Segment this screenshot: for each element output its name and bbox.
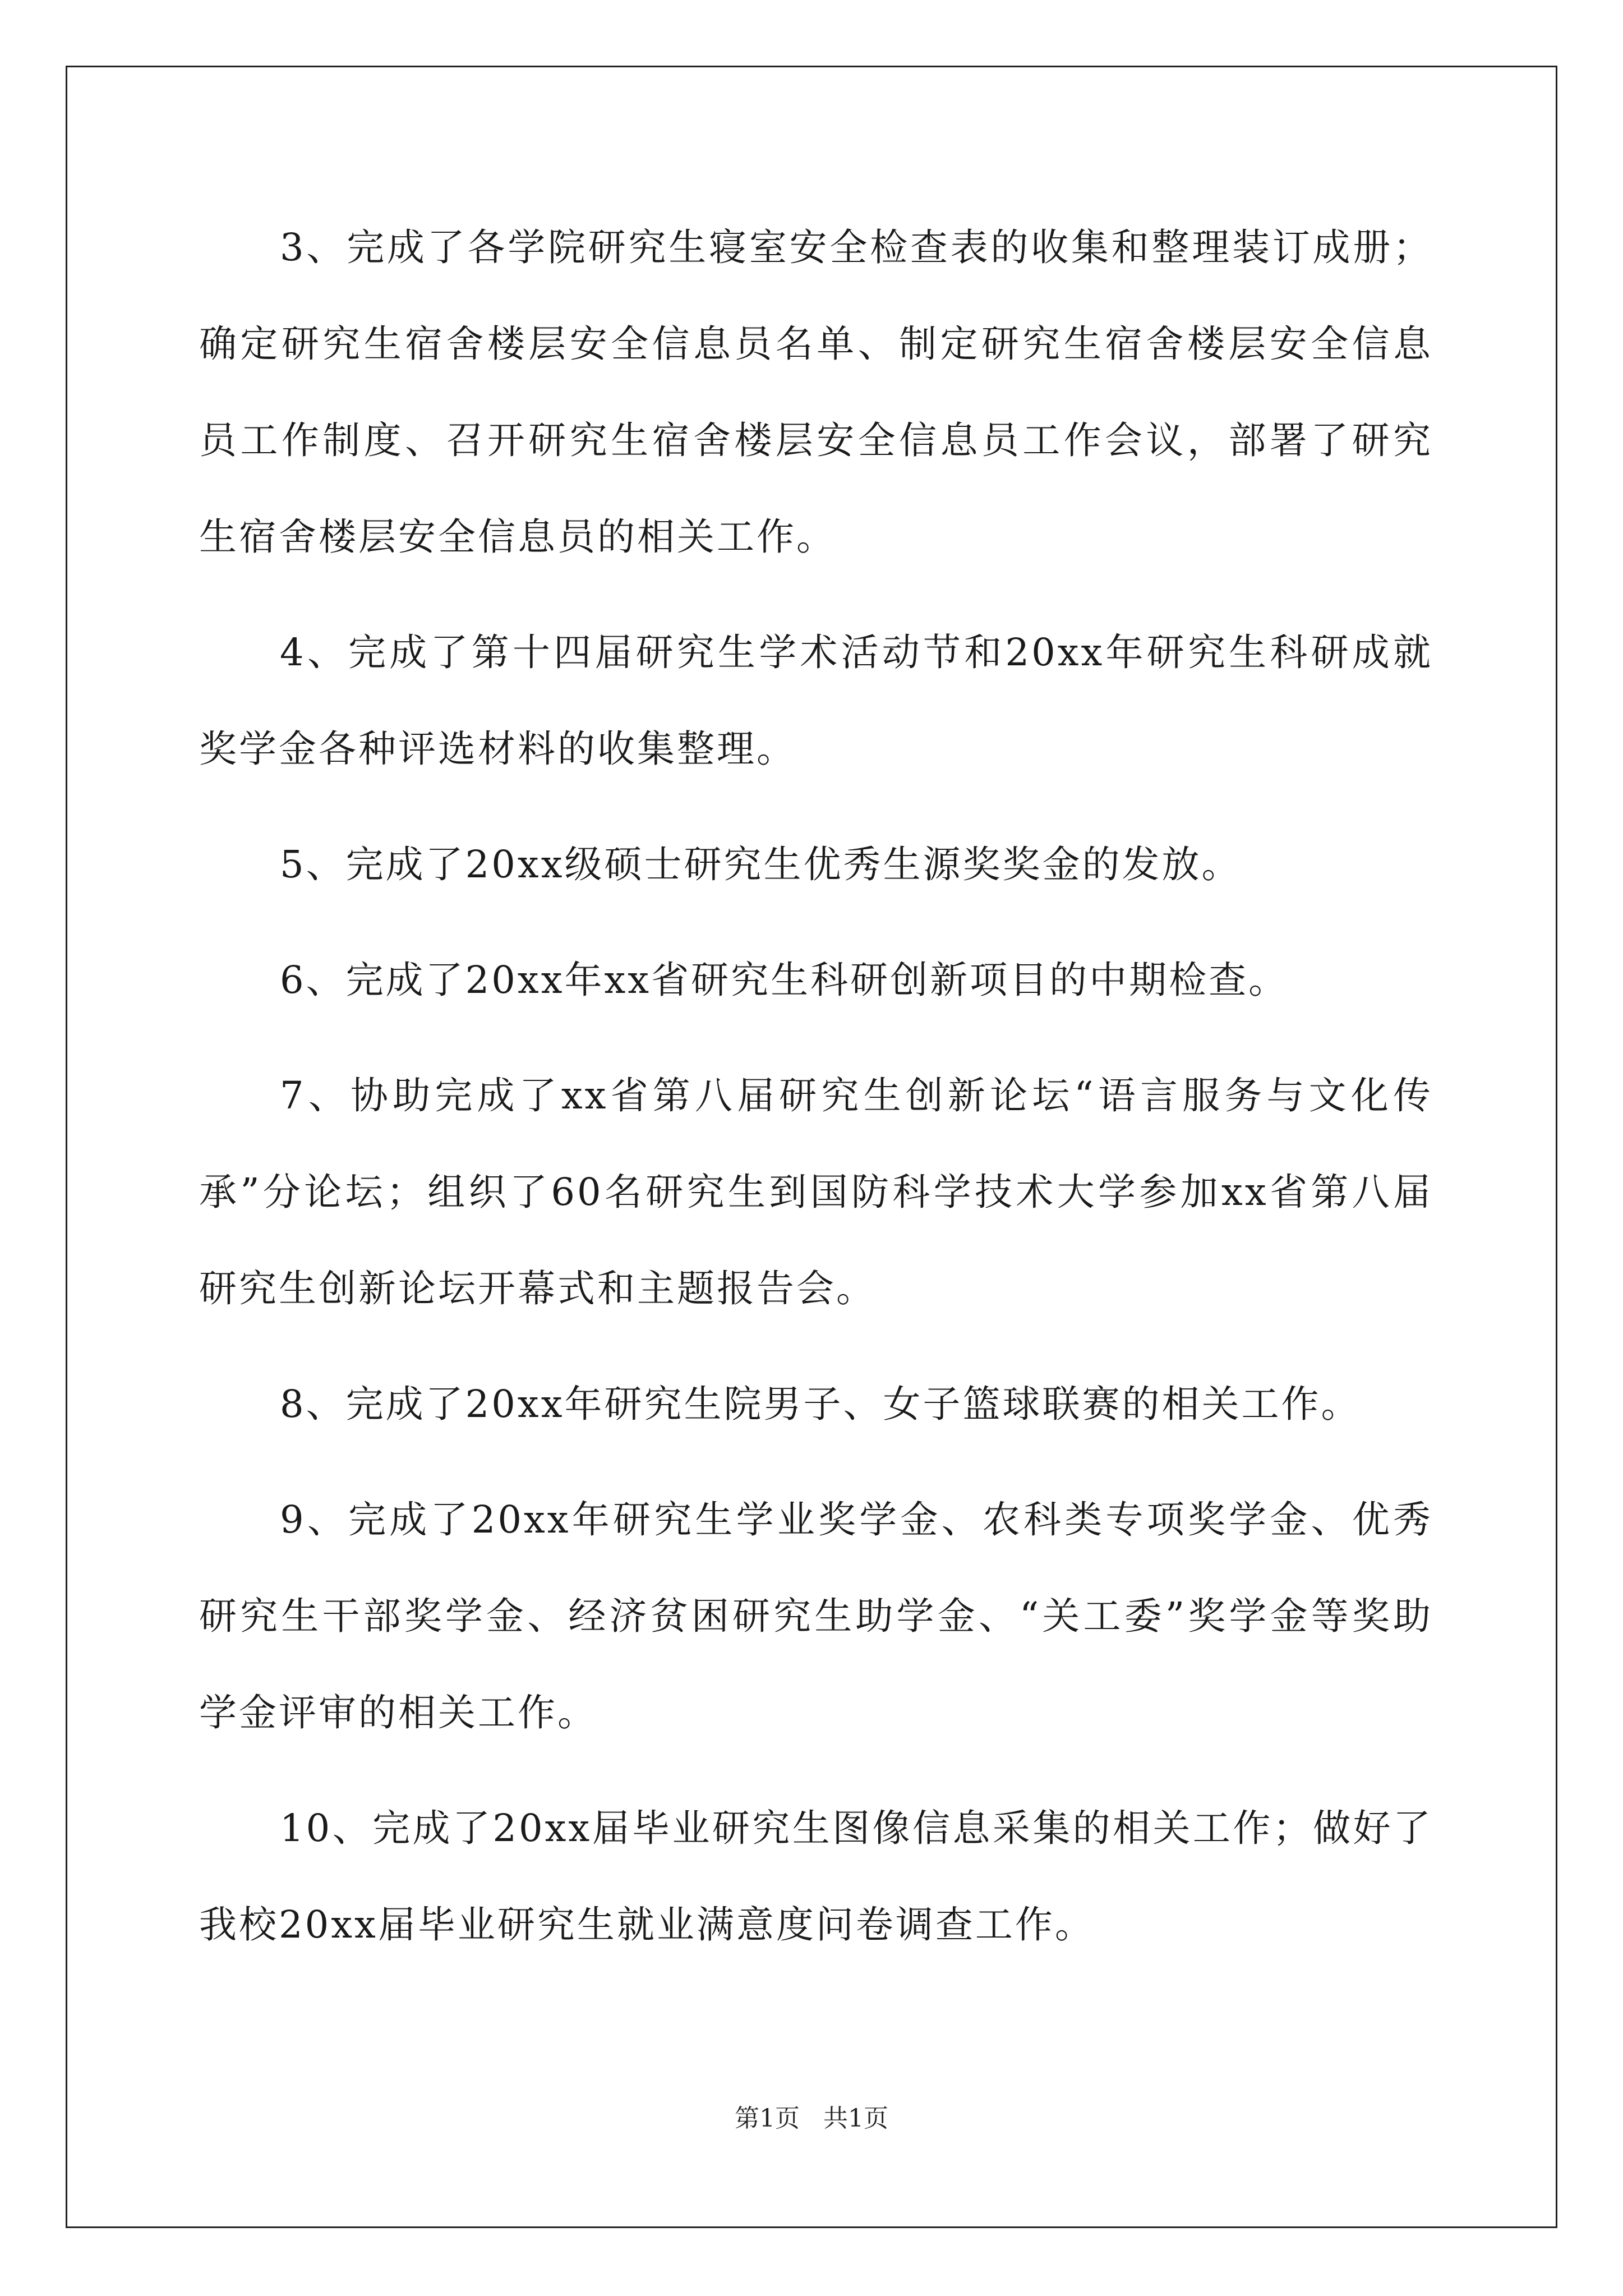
- paragraph-7: 7、协助完成了xx省第八届研究生创新论坛“语言服务与文化传承”分论坛；组织了60名研究生到国防科学技术大学参加xx省第八届研究生创新论坛开幕式和主题报告会。: [199, 1074, 1433, 1310]
- page-number: 第1页: [735, 2104, 800, 2133]
- document-body: [199, 199, 1433, 1992]
- paragraph-9: 9、完成了20xx年研究生学业奖学金、农科类专项奖学金、优秀研究生干部奖学金、经济贫困研究生助学金、“关工委”奖学金等奖助学金评审的相关工作。: [199, 1498, 1433, 1734]
- footer-spacer: [800, 2104, 823, 2133]
- paragraph-3: 3、完成了各学院研究生寝室安全检查表的收集和整理装订成册；确定研究生宿舍楼层安全信息员名单、制定研究生宿舍楼层安全信息员工作制度、召开研究生宿舍楼层安全信息员工作会议，部署了研究生宿舍楼层安全信息员的相关工作。: [199, 226, 1433, 559]
- page-total: 共1页: [823, 2104, 888, 2133]
- page-footer: [0, 2098, 1623, 2134]
- paragraph-8: 8、完成了20xx年研究生院男子、女子篮球联赛的相关工作。: [280, 1382, 1361, 1426]
- paragraph-4: 4、完成了第十四届研究生学术活动节和20xx年研究生科研成就奖学金各种评选材料的收集整理。: [199, 631, 1433, 771]
- paragraph-10: 10、完成了20xx届毕业研究生图像信息采集的相关工作；做好了我校20xx届毕业研究生就业满意度问卷调查工作。: [199, 1806, 1433, 1947]
- paragraph-5: 5、完成了20xx级硕士研究生优秀生源奖奖金的发放。: [280, 843, 1242, 886]
- paragraph-6: 6、完成了20xx年xx省研究生科研创新项目的中期检查。: [280, 958, 1289, 1002]
